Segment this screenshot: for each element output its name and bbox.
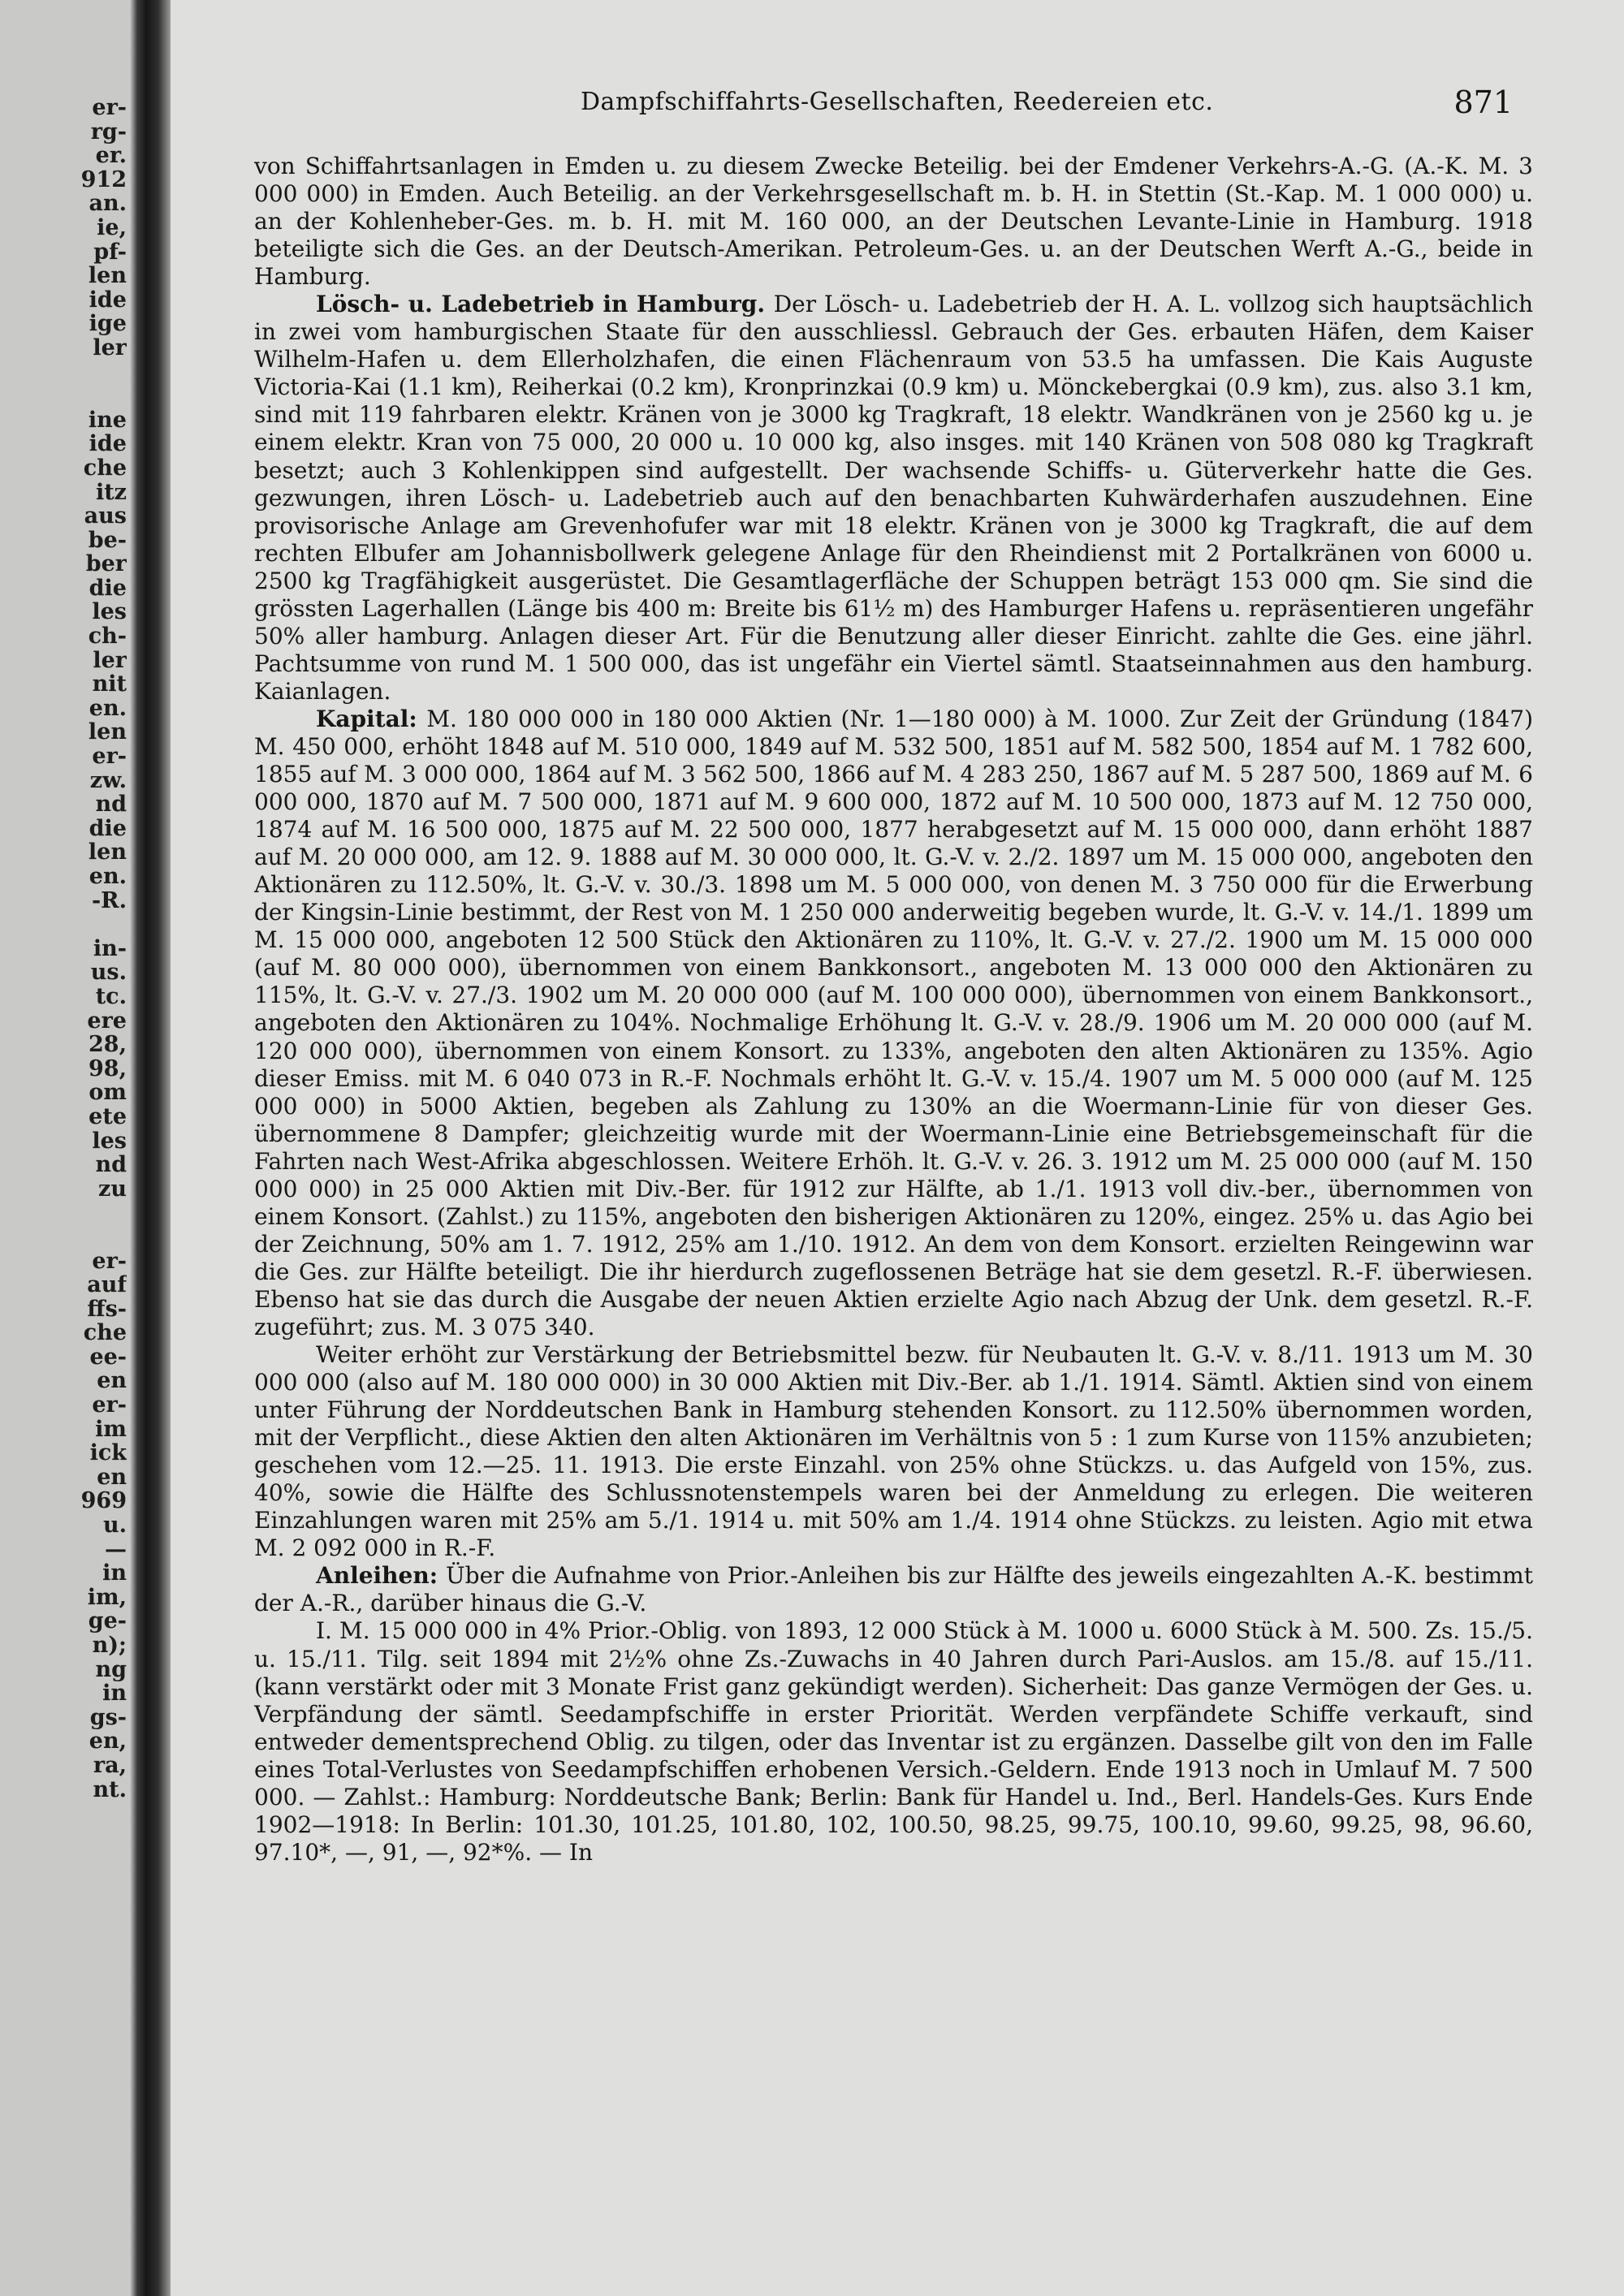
- facing-page-fragment: n);: [92, 1634, 127, 1658]
- facing-page-fragment: 969: [80, 1489, 127, 1514]
- facing-page-fragment: ler: [93, 335, 127, 360]
- facing-page-fragment: ick: [89, 1441, 127, 1465]
- facing-page-fragment: les: [92, 600, 127, 625]
- facing-page-fragment: —: [105, 1537, 127, 1562]
- facing-page-fragment: che: [83, 455, 127, 481]
- facing-page-fragment: ng: [95, 1657, 127, 1682]
- facing-page-fragment: die: [89, 816, 127, 841]
- facing-page-fragment: nit: [92, 672, 127, 697]
- facing-page-fragment: en.: [89, 865, 127, 889]
- page-number: 871: [1453, 84, 1513, 120]
- section-heading: Anleihen:: [316, 1562, 447, 1590]
- facing-page-fragment: er.: [95, 144, 127, 168]
- facing-page-fragment: 912: [80, 167, 127, 192]
- paragraph-text: von Schiffahrtsanlagen in Emden u. zu diesem Zwecke Beteilig. bei der Emdener Verkehrs-A.-G. (A.-K. M. 3 000 000) in Emden. Auch Beteilig. an der Verkehrsgesellschaft m. b. H. in Stettin (St.-Kap. M. 1 000 000) u. an der Kohlenheber-Ges. m. b. H. mit M. 160 000, an der Deutschen Levante-Linie in Hamburg. 1918 beteiligte sich die Ges. an der Deutsch-Amerikan. Petroleum-Ges. u. an der Deutschen Werft A.-G., beide in Hamburg.: [254, 153, 1533, 291]
- facing-page-fragment: us.: [90, 960, 127, 985]
- facing-page-fragment: ige: [89, 312, 127, 336]
- paragraph-beteiligungen: [254, 153, 1533, 291]
- facing-page-fragment: ete: [89, 1104, 127, 1129]
- facing-page-fragment: nd: [95, 792, 127, 817]
- book-gutter-shadow: [130, 0, 171, 2296]
- facing-page-fragment: om: [89, 1081, 127, 1105]
- facing-page-fragment: ide: [89, 287, 127, 313]
- facing-page-fragment: en: [97, 1369, 127, 1394]
- facing-page-fragment: ere: [87, 1008, 127, 1034]
- facing-page-fragment: er-: [92, 1393, 127, 1418]
- paragraph-loesch-ladebetrieb: [254, 291, 1533, 706]
- facing-page-fragment: [5, 360, 127, 385]
- facing-page-fragment: les: [92, 1129, 127, 1154]
- facing-page-fragment: ine: [88, 408, 127, 433]
- facing-page-fragment: er-: [92, 1249, 127, 1274]
- facing-page-fragment: u.: [102, 1513, 127, 1538]
- facing-page-fragment: er-: [92, 744, 127, 769]
- facing-page-fragment: ch-: [88, 624, 127, 649]
- facing-page-edge: [0, 0, 136, 2296]
- facing-page-fragment: ie,: [97, 215, 127, 240]
- facing-page-fragment: ler: [93, 648, 127, 673]
- body-text: [254, 153, 1533, 1867]
- facing-page-fragment: in-: [93, 936, 127, 961]
- facing-page-fragment: len: [88, 720, 127, 745]
- facing-page-fragment: an.: [89, 192, 127, 216]
- facing-page-fragment: ge-: [88, 1609, 127, 1634]
- facing-page-fragment: tc.: [95, 984, 127, 1009]
- facing-page-fragment: ra,: [93, 1753, 127, 1778]
- paragraph-kapital: [254, 706, 1533, 1341]
- facing-page-fragment: [5, 384, 127, 408]
- facing-page-fragment: auf: [87, 1273, 127, 1297]
- facing-page-fragment: en,: [89, 1729, 127, 1754]
- facing-page-fragment: [5, 1225, 127, 1249]
- facing-page-fragment: nd: [95, 1153, 127, 1177]
- section-heading: Kapital:: [316, 705, 427, 732]
- facing-page-fragment: len: [88, 840, 127, 865]
- facing-page-fragment: im,: [87, 1585, 127, 1610]
- facing-page-fragment: en: [97, 1465, 127, 1490]
- paragraph-text: Der Lösch- u. Ladebetrieb der H. A. L. vollzog sich hauptsächlich in zwei vom hamburgischen Staate für den ausschliessl. Gebrauch der Ges. erbauten Häfen, dem Kaiser Wilhelm-Hafen u. dem Ellerholzhafen, die einen Flächenraum von 53.5 ha umfassen. Die Kais Auguste Victoria-Kai (1.1 km), Reiherkai (0.2 km), Kronprinzkai (0.9 km) u. Mönckebergkai (0.9 km), zus. also 3.1 km, sind mit 119 fahrbaren elektr. Kränen von je 3000 kg Tragkraft, 18 elektr. Wandkränen von je 2560 kg u. je einem elektr. Kran von 75 000, 20 000 u. 10 000 kg, also insges. mit 140 Kränen von 508 080 kg Tragkraft besetzt; auch 3 Kohlenkippen sind aufgestellt. Der wachsende Schiffs- u. Güterverkehr hatte die Ges. gezwungen, ihren Lösch- u. Ladebetrieb auch auf den benachbarten Kuhwärderhafen auszudehnen. Eine provisorische Anlage am Grevenhofufer war mit 18 elektr. Kränen von je 3000 kg Tragkraft, die auf dem rechten Elbufer am Johannisbollwerk gelegene Anlage für den Rheindienst mit 2 Portalkränen von 6000 u. 2500 kg Tragfähigkeit ausgerüstet. Die Gesamtlagerfläche der Schuppen beträgt 153 000 qm. Sie sind die grössten Lagerhallen (Länge bis 400 m: Breite bis 61½ m) des Hamburger Hafens u. repräsentieren ungefähr 50% aller hamburg. Anlagen dieser Art. Für die Benutzung aller dieser Einricht. zahlte die Ges. eine jährl. Pachtsumme von rund M. 1 500 000, das ist ungefähr ein Viertel sämtl. Staatseinnahmen aus den hamburg. Kaianlagen.: [254, 291, 1533, 705]
- facing-page-line-fragments: [5, 96, 127, 1802]
- facing-page-fragment: in: [102, 1681, 127, 1706]
- facing-page-fragment: ee-: [89, 1344, 127, 1370]
- facing-page-fragment: itz: [95, 480, 127, 505]
- paragraph-anleihe-1: [254, 1617, 1533, 1866]
- facing-page-fragment: en.: [89, 696, 127, 721]
- facing-page-fragment: 98,: [89, 1056, 127, 1081]
- facing-page-fragment: be-: [88, 528, 127, 553]
- running-title: Dampfschiffahrts-Gesellschaften, Reedereien etc.: [581, 88, 1214, 116]
- paragraph-text: I. M. 15 000 000 in 4% Prior.-Oblig. von 1893, 12 000 Stück à M. 1000 u. 6000 Stück à M. 500. Zs. 15./5. u. 15./11. Tilg. seit 1894 mit 2½% ohne Zs.-Zuwachs in 40 Jahren durch Pari-Auslos. am 15./8. auf 15./11. (kann verstärkt oder mit 3 Monate Frist ganz gekündigt werden). Sicherheit: Das ganze Vermögen der Ges. u. Verpfändung der sämtl. Seedampfschiffe in erster Priorität. Werden verpfändete Schiffe verkauft, sind entweder dementsprechend Oblig. zu tilgen, oder das Inventar ist zu ergänzen. Dasselbe gilt von den im Falle eines Total-Verlustes von Seedampfschiffen erhobenen Versich.-Geldern. Ende 1913 noch in Umlauf M. 7 500 000. — Zahlst.: Hamburg: Norddeutsche Bank; Berlin: Bank für Handel u. Ind., Berl. Handels-Ges. Kurs Ende 1902—1918: In Berlin: 101.30, 101.25, 101.80, 102, 100.50, 98.25, 99.75, 100.10, 99.60, 99.25, 98, 96.60, 97.10*, —, 91, —, 92*%. — In: [254, 1617, 1533, 1866]
- facing-page-fragment: nt.: [93, 1777, 127, 1802]
- paragraph-text: Weiter erhöht zur Verstärkung der Betriebsmittel bezw. für Neubauten lt. G.-V. v. 8./11. 1913 um M. 30 000 000 (also auf M. 180 000 000) in 30 000 Aktien mit Div.-Ber. ab 1./1. 1914. Sämtl. Aktien sind von einem unter Führung der Norddeutschen Bank in Hamburg stehenden Konsort. zu 112.50% übernommen worden, mit der Verpflicht., diese Aktien den alten Aktionären im Verhältnis von 5 : 1 zum Kurse von 115% anzubieten; geschehen vom 12.—25. 11. 1913. Die erste Einzahl. von 25% ohne Stückzs. u. das Aufgeld von 15%, zus. 40%, sowie die Hälfte des Schlussnotenstempels waren bei der Anmeldung zu erlegen. Die weiteren Einzahlungen waren mit 25% am 5./1. 1914 u. mit 50% am 1./4. 1914 ohne Stückzs. zu leisten. Agio mit etwa M. 2 092 000 in R.-F.: [254, 1341, 1533, 1562]
- facing-page-fragment: in: [102, 1561, 127, 1586]
- facing-page-fragment: ffs-: [87, 1297, 127, 1322]
- facing-page-fragment: zw.: [89, 768, 127, 793]
- paragraph-text: Über die Aufnahme von Prior.-Anleihen bis zur Hälfte des jeweils eingezahlten A.-K. bestimmt der A.-R., darüber hinaus die G.-V.: [254, 1562, 1533, 1617]
- facing-page-fragment: [5, 913, 127, 937]
- facing-page-fragment: -R.: [91, 888, 127, 913]
- facing-page-fragment: len: [88, 264, 127, 288]
- facing-page-fragment: die: [89, 576, 127, 601]
- facing-page-fragment: im: [95, 1417, 127, 1442]
- facing-page-fragment: ber: [85, 552, 127, 576]
- paragraph-kapitalerhoehung-1913: [254, 1341, 1533, 1562]
- section-heading: Lösch- u. Ladebetrieb in Hamburg.: [316, 291, 774, 318]
- facing-page-fragment: er-: [92, 96, 127, 120]
- facing-page-fragment: rg-: [90, 119, 127, 145]
- paragraph-text: M. 180 000 000 in 180 000 Aktien (Nr. 1—180 000) à M. 1000. Zur Zeit der Gründung (1847) M. 450 000, erhöht 1848 auf M. 510 000, 1849 auf M. 532 500, 1851 auf M. 582 500, 1854 auf M. 1 782 600, 1855 auf M. 3 000 000, 1864 auf M. 3 562 500, 1866 auf M. 4 283 250, 1867 auf M. 5 287 500, 1869 auf M. 6 000 000, 1870 auf M. 7 500 000, 1871 auf M. 9 600 000, 1872 auf M. 10 500 000, 1873 auf M. 12 750 000, 1874 auf M. 16 500 000, 1875 auf M. 22 500 000, 1877 herabgesetzt auf M. 15 000 000, dann erhöht 1887 auf M. 20 000 000, am 12. 9. 1888 auf M. 30 000 000, lt. G.-V. v. 2./2. 1897 um M. 15 000 000, angeboten den Aktionären zu 112.50%, lt. G.-V. v. 30./3. 1898 um M. 5 000 000, von denen M. 3 750 000 für die Erwerbung der Kingsin-Linie bestimmt, der Rest von M. 1 250 000 anderweitig begeben wurde, lt. G.-V. v. 14./1. 1899 um M. 15 000 000, angeboten 12 500 Stück den Aktionären zu 110%, lt. G.-V. v. 27./2. 1900 um M. 15 000 000 (auf M. 80 000 000), übernommen von einem Bankkonsort., angeboten M. 13 000 000 den Aktionären zu 115%, lt. G.-V. v. 27./3. 1902 um M. 20 000 000 (auf M. 100 000 000), übernommen von einem Bankkonsort., angeboten den Aktionären zu 104%. Nochmalige Erhöhung lt. G.-V. v. 28./9. 1906 um M. 20 000 000 (auf M. 120 000 000), übernommen von einem Konsort. zu 133%, angeboten den alten Aktionären zu 135%. Agio dieser Emiss. mit M. 6 040 073 in R.-F. Nochmals erhöht lt. G.-V. v. 15./4. 1907 um M. 5 000 000 (auf M. 125 000 000) in 5000 Aktien, begeben als Zahlung zu 130% an die Woermann-Linie für von dieser Ges. übernommene 8 Dampfer; gleichzeitig wurde mit der Woermann-Linie eine Betriebsgemeinschaft für die Fahrten nach West-Afrika abgeschlossen. Weitere Erhöh. lt. G.-V. v. 26. 3. 1912 um M. 25 000 000 (auf M. 150 000 000) in 25 000 Aktien mit Div.-Ber. für 1912 zur Hälfte, ab 1./1. 1913 voll div.-ber., übernommen von einem Konsort. (Zahlst.) zu 115%, angeboten den bisherigen Aktionären zu 120%, eingez. 25% u. das Agio bei der Zeichnung, 50% am 1. 7. 1912, 25% am 1./10. 1912. An dem von dem Konsort. erzielten Reingewinn war die Ges. zur Hälfte beteiligt. Die ihr hierdurch zugeflossenen Beträge hat sie dem gesetzl. R.-F. überwiesen. Ebenso hat sie das durch die Ausgabe der neuen Aktien erzielte Agio nach Abzug der Unk. dem gesetzl. R.-F. zugeführt; zus. M. 3 075 340.: [254, 705, 1533, 1340]
- facing-page-fragment: zu: [98, 1176, 127, 1202]
- facing-page-fragment: gs-: [89, 1705, 127, 1730]
- facing-page-fragment: [5, 1201, 127, 1225]
- facing-page-fragment: ide: [89, 432, 127, 456]
- paragraph-anleihen: [254, 1562, 1533, 1617]
- facing-page-fragment: 28,: [89, 1033, 127, 1057]
- facing-page-fragment: aus: [84, 504, 127, 529]
- facing-page-fragment: pf-: [93, 240, 127, 265]
- facing-page-fragment: che: [83, 1321, 127, 1345]
